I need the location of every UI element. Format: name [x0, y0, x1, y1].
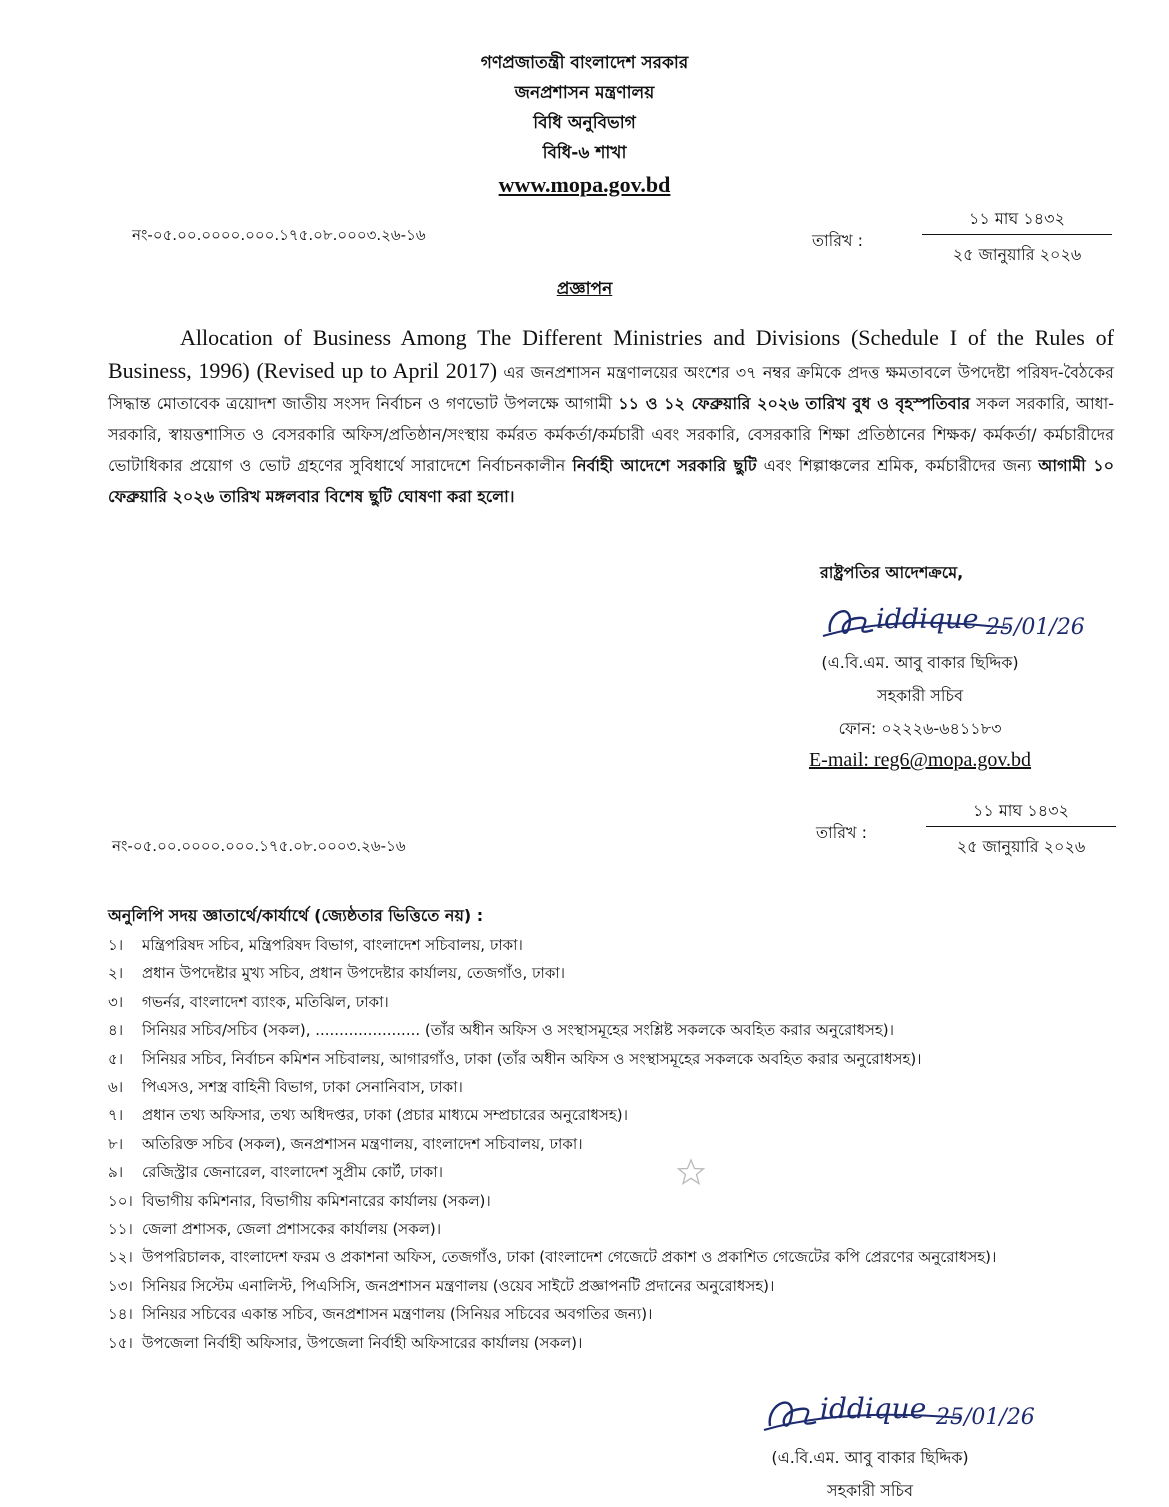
section-name: বিধি-৬ শাখা	[542, 143, 627, 163]
ministry-name: জনপ্রশাসন মন্ত্রণালয়	[514, 83, 655, 103]
star-icon	[676, 1157, 706, 1187]
signature-2	[760, 1378, 1050, 1444]
cc-item: ৬। পিএসও, সশস্ত্র বাহিনী বিভাগ, ঢাকা সেনানিবাস, ঢাকা।	[108, 1078, 463, 1097]
signatory-name: (এ.বি.এম. আবু বাকার ছিদ্দিক)	[821, 653, 1019, 672]
date-label: তারিখ :	[816, 823, 868, 842]
cc-item: ৭। প্রধান তথ্য অফিসার, তথ্য অধিদপ্তর, ঢাকা (প্রচার মাধ্যমে সম্প্রচারের অনুরোধসহ)।	[108, 1106, 628, 1125]
signatory-designation: সহকারী সচিব	[827, 1481, 913, 1500]
cc-list	[108, 931, 1128, 1357]
body-part-1: এর জনপ্রশাসন মন্ত্রণালয়ের অংশের ৩৭ নম্বর ক্রমিকে প্রদত্ত ক্ষমতাবলে উপদেষ্টা পরিষদ-বৈঠকের সিদ্ধান্ত মোতাবেক ত্রয়োদশ জাতীয় সংসদ নির্বাচন ও গণভোট উপলক্ষে আগামী	[108, 363, 1114, 413]
signatory-name: (এ.বি.এম. আবু বাকার ছিদ্দিক)	[771, 1448, 969, 1467]
body-bold-holiday: নির্বাহী আদেশে সরকারি ছুটি	[572, 456, 757, 475]
cc-item: ৯। রেজিস্ট্রার জেনারেল, বাংলাদেশ সুপ্রীম কোর্ট, ঢাকা।	[108, 1163, 443, 1182]
body-english-ref: Allocation of Business Among The Different Ministries and Divisions (Schedule I of the Rules of Business, 1996) (Revised up to April 2017)	[108, 325, 1114, 383]
date-gregorian: ২৫ জানুয়ারি ২০২৬	[956, 837, 1086, 856]
body-part-3: এবং শিল্পাঞ্চলের শ্রমিক, কর্মচারীদের জন্য	[756, 456, 1039, 475]
cc-item: ১১। জেলা প্রশাসক, জেলা প্রশাসকের কার্যালয় (সকল)।	[108, 1220, 442, 1239]
body-bold-dates: ১১ ও ১২ ফেব্রুয়ারি ২০২৬ তারিখ বুধ ও বৃহস্পতিবার	[618, 394, 971, 413]
body-bold-special-leave: আগামী ১০ ফেব্রুয়ারি ২০২৬ তারিখ মঙ্গলবার বিশেষ ছুটি ঘোষণা করা হলো।	[108, 456, 1114, 506]
svg-text:25/01/26: 25/01/26	[986, 615, 1085, 640]
cc-item: ১৫। উপজেলা নির্বাহী অফিসার, উপজেলা নির্বাহী অফিসারের কার্যালয় (সকল)।	[108, 1333, 583, 1352]
date-block	[812, 206, 1112, 276]
signatory-block-1	[770, 646, 1070, 775]
website-link[interactable]: www.mopa.gov.bd	[498, 172, 671, 197]
date-bangla: ১১ মাঘ ১৪৩২	[973, 801, 1069, 820]
govt-name: গণপ্রজাতন্ত্রী বাংলাদেশ সরকার	[480, 53, 689, 73]
cc-item: ৩। গভর্নর, বাংলাদেশ ব্যাংক, মতিঝিল, ঢাকা।	[108, 992, 389, 1011]
memo-number-2: নং-০৫.০০.০০০০.০০০.১৭৫.০৮.০০০৩.২৬-১৬	[112, 837, 406, 855]
cc-item: ১৩। সিনিয়র সিস্টেম এনালিস্ট, পিএসিসি, জনপ্রশাসন মন্ত্রণালয় (ওয়েব সাইটে প্রজ্ঞাপনটি প্রদানের অনুরোধসহ)।	[108, 1276, 775, 1295]
document-title: প্রজ্ঞাপন	[556, 279, 613, 299]
wing-name: বিধি অনুবিভাগ	[533, 113, 636, 133]
signatory-designation: সহকারী সচিব	[877, 686, 963, 705]
notification-body	[108, 322, 1114, 512]
date-block-2	[816, 798, 1116, 868]
signatory-block-2	[720, 1441, 1020, 1507]
memo-number: নং-০৫.০০.০০০০.০০০.১৭৫.০৮.০০০৩.২৬-১৬	[132, 226, 426, 244]
cc-item: ৮। অতিরিক্ত সচিব (সকল), জনপ্রশাসন মন্ত্রণালয়, বাংলাদেশ সচিবালয়, ঢাকা।	[108, 1134, 583, 1153]
svg-text:iddique: iddique	[876, 604, 979, 635]
cc-item: ১২। উপপরিচালক, বাংলাদেশ ফরম ও প্রকাশনা অফিস, তেজগাঁও, ঢাকা (বাংলাদেশ গেজেটে প্রকাশ ও প্রকাশিত গেজেটের কপি প্রেরণের অনুরোধসহ)।	[108, 1248, 997, 1267]
cc-item: ১০। বিভাগীয় কমিশনার, বিভাগীয় কমিশনারের কার্যালয় (সকল)।	[108, 1191, 491, 1210]
cc-item: ৪। সিনিয়র সচিব/সচিব (সকল), ...................... (তাঁর অধীন অফিস ও সংস্থাসমূহের সংশ্লিষ্ট সকলকে অবহিত করার অনুরোধসহ)।	[108, 1021, 895, 1040]
signature-1	[818, 590, 1098, 650]
cc-item: ১৪। সিনিয়র সচিবের একান্ত সচিব, জনপ্রশাসন মন্ত্রণালয় (সিনিয়র সচিবের অবগতির জন্য)।	[108, 1305, 653, 1324]
date-label: তারিখ :	[812, 231, 864, 250]
letterhead	[0, 48, 1169, 202]
cc-heading: অনুলিপি সদয় জ্ঞাতার্থে/কার্যার্থে (জ্যেষ্ঠতার ভিত্তিতে নয়) :	[108, 906, 484, 925]
date-bangla: ১১ মাঘ ১৪৩২	[969, 209, 1065, 228]
cc-item: ৫। সিনিয়র সচিব, নির্বাচন কমিশন সচিবালয়, আগারগাঁও, ঢাকা (তাঁর অধীন অফিস ও সংস্থাসমূহের সকলকে অবহিত করার অনুরোধসহ)।	[108, 1049, 922, 1068]
cc-item: ২। প্রধান উপদেষ্টার মুখ্য সচিব, প্রধান উপদেষ্টার কার্যালয়, তেজগাঁও, ঢাকা।	[108, 964, 566, 983]
order-of-president: রাষ্ট্রপতির আদেশক্রমে,	[820, 563, 964, 582]
signatory-phone: ফোন: ০২২২৬-৬৪১১৮৩	[838, 719, 1002, 738]
date-divider	[922, 234, 1112, 235]
body-part-2: সকল সরকারি, আধা-সরকারি, স্বায়ত্তশাসিত ও বেসরকারি অফিস/প্রতিষ্ঠান/সংস্থায় কর্মরত কর্মকর্তা/কর্মচারী এবং সরকারি, বেসরকারি শিক্ষা প্রতিষ্ঠানের শিক্ষক/ কর্মকর্তা/ কর্মচারীদের ভোটাধিকার প্রয়োগ ও ভোট গ্রহণের সুবিধার্থে সারাদেশে নির্বাচনকালীন	[108, 394, 1114, 475]
date-gregorian: ২৫ জানুয়ারি ২০২৬	[952, 245, 1082, 264]
svg-text:25/01/26: 25/01/26	[936, 1405, 1035, 1430]
signatory-email[interactable]: E-mail: reg6@mopa.gov.bd	[808, 749, 1032, 771]
svg-text:iddique: iddique	[820, 1392, 927, 1425]
cc-item: ১। মন্ত্রিপরিষদ সচিব, মন্ত্রিপরিষদ বিভাগ, বাংলাদেশ সচিবালয়, ঢাকা।	[108, 936, 523, 954]
date-divider	[926, 826, 1116, 827]
